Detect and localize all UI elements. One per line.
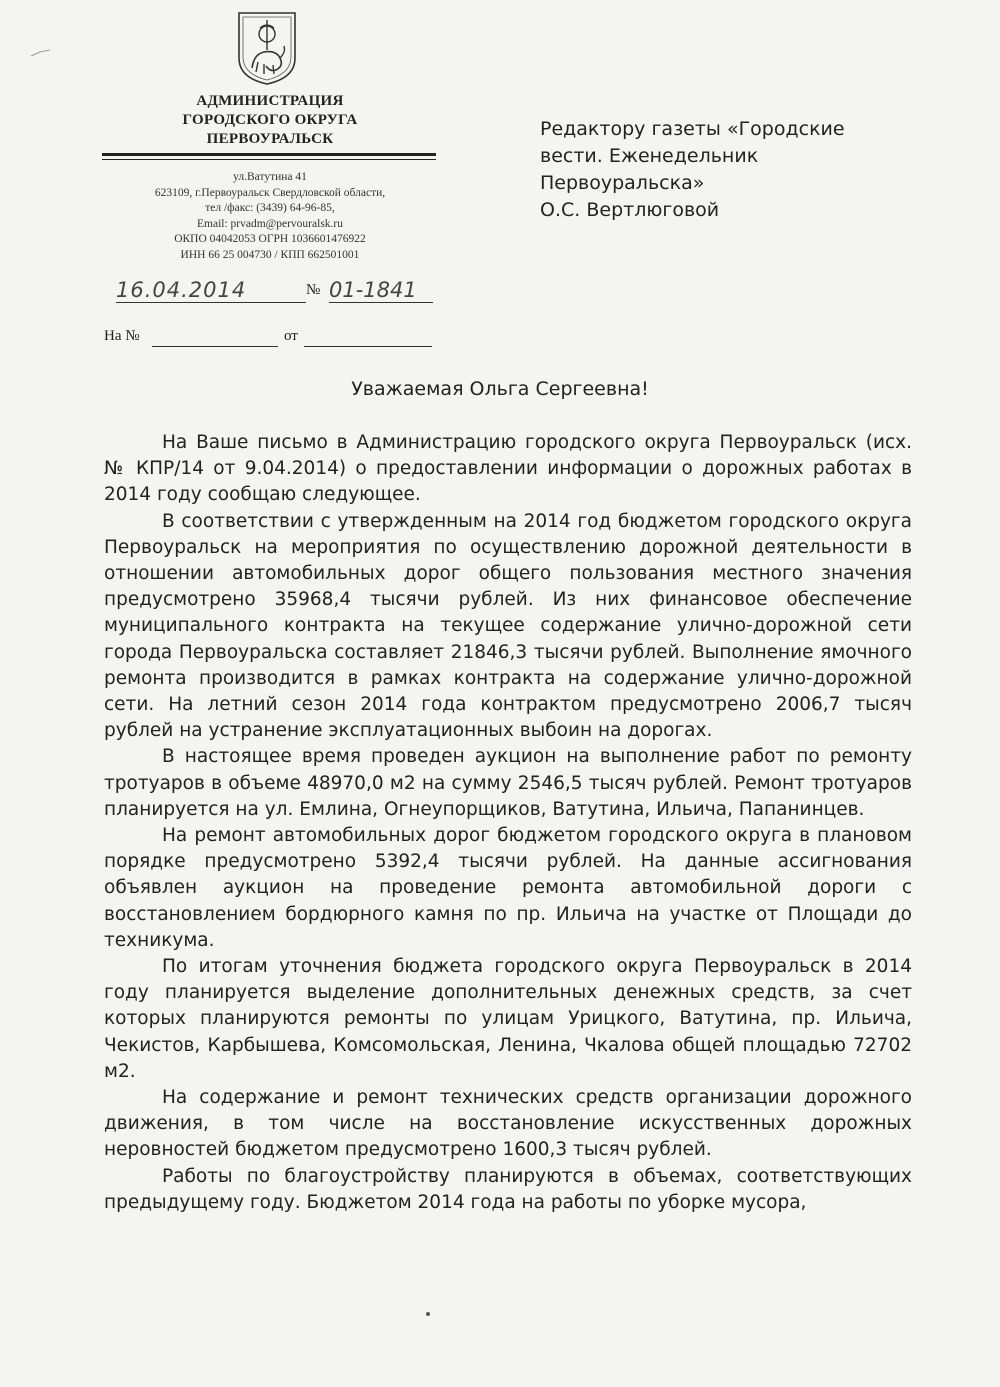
on-number-blank — [152, 346, 278, 347]
org-line-3: ПЕРВОУРАЛЬСК — [206, 131, 334, 147]
org-line-2: ГОРОДСКОГО ОКРУГА — [182, 112, 358, 128]
organization-name — [120, 92, 420, 149]
from-date-blank — [304, 346, 432, 347]
paragraph-1: На Ваше письмо в Администрацию городского округа Первоуральск (исх. № КПР/14 от 9.04.2014) о предоставлении информации о дорожных работах в 2014 году сообщаю следующее. — [104, 432, 912, 506]
addressee-line-3: Первоуральска» — [540, 172, 705, 194]
handwritten-number: 01-1841 — [329, 278, 433, 303]
paragraph-6: На содержание и ремонт технических средств организации дорожного движения, в том числе на восстановление искусственных дорожных неровностей бюджетом предусмотрено 1600,3 тысяч рублей. — [104, 1087, 912, 1161]
header-divider-thin — [102, 159, 436, 160]
on-number-label: На № — [104, 328, 140, 344]
contact-inn-kpp: ИНН 66 25 004730 / КПП 662501001 — [180, 248, 360, 261]
contact-address: ул.Ватутина 41 — [233, 171, 307, 183]
paragraph-4: На ремонт автомобильных дорог бюджетом городского округа в плановом порядке предусмотрено 5392,4 тысячи рублей. На данные ассигнования объявлен аукцион на проведение ремонта автомобильной дороги с восстановлением бордюрного камня по пр. Ильича на участке от Площади до техникума. — [104, 825, 912, 951]
contact-block — [120, 170, 420, 263]
addressee-line-1: Редактору газеты «Городские — [540, 118, 845, 140]
scan-mark — [30, 48, 52, 58]
contact-email: Email: prvadm@pervouralsk.ru — [197, 217, 343, 230]
paragraph-3: В настоящее время проведен аукцион на выполнение работ по ремонту тротуаров в объеме 48970,0 м2 на сумму 2546,5 тысяч рублей. Ремонт тротуаров планируется на ул. Емлина, Огнеупорщиков, Ватутина, Ильича, Папанинцев. — [104, 746, 912, 820]
org-line-1: АДМИНИСТРАЦИЯ — [196, 93, 344, 109]
paragraph-2: В соответствии с утвержденным на 2014 год бюджетом городского округа Первоуральск на мероприятия по осуществлению дорожной деятельности в отношении автомобильных дорог общего пользования местного значения предусмотрено 35968,4 тысячи рублей. Из них финансовое обеспечение муниципального контракта на текущее содержание улично-дорожной сети города Первоуральска составляет 21846,3 тысячи рублей. Выполнение ямочного ремонта производится в рамках контракта на содержание улично-дорожной сети. На летний сезон 2014 года контрактом предусмотрено 2006,7 тысяч рублей на устранение эксплуатационных выбоин на дорогах. — [104, 510, 912, 742]
contact-phone: тел /факс: (3439) 64-96-85, — [205, 202, 335, 214]
salutation: Уважаемая Ольга Сергеевна! — [351, 378, 649, 400]
addressee-block — [540, 116, 880, 224]
paragraph-7: Работы по благоустройству планируются в объемах, соответствующих предыдущему году. Бюджетом 2014 года на работы по уборке мусора, — [104, 1165, 912, 1213]
incoming-reference — [104, 328, 434, 350]
number-label: № — [306, 282, 321, 298]
contact-okpo-ogrn: ОКПО 04042053 ОГРН 1036601476922 — [174, 233, 366, 245]
from-label: от — [284, 328, 298, 344]
contact-city: 623109, г.Первоуральск Свердловской области, — [154, 186, 386, 199]
paragraph-5: По итогам уточнения бюджета городского округа Первоуральск в 2014 году планируется выделение дополнительных денежных средств, за счет которых планируются ремонты по улицам Урицкого, Ватутина, пр. Ильича, Чекистов, Карбышева, Комсомольская, Ленина, Чкалова общей площадью 72702 м2. — [104, 956, 912, 1082]
scan-speck — [426, 1312, 430, 1316]
letter-body — [104, 430, 912, 1216]
outgoing-reference — [104, 280, 434, 306]
handwritten-date: 16.04.2014 — [116, 278, 306, 303]
header-divider-thick — [102, 153, 436, 156]
addressee-line-2: вести. Еженедельник — [540, 145, 759, 167]
coat-of-arms-icon — [236, 10, 298, 86]
addressee-line-4: О.С. Вертлюговой — [540, 199, 720, 221]
